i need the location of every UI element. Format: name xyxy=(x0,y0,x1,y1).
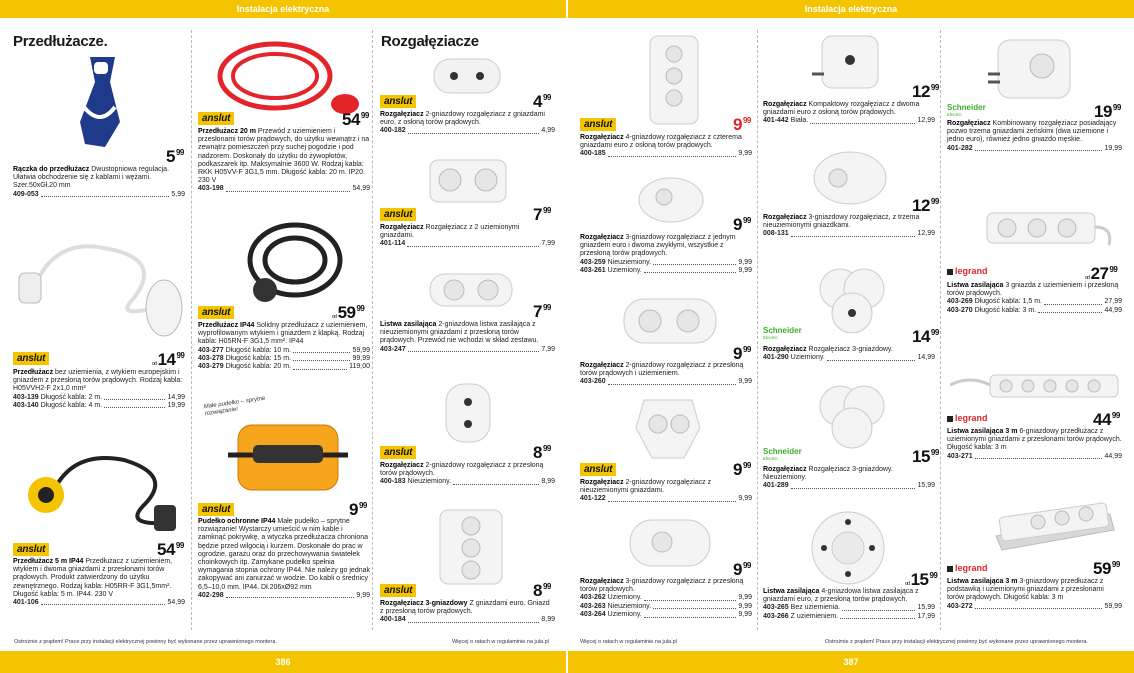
splitter-3-angled-image xyxy=(628,518,712,568)
power-strip-3-image xyxy=(985,205,1121,255)
power-strip-2-image xyxy=(428,270,514,310)
column-divider xyxy=(372,30,373,630)
product-power-strip-403-272: Listwa zasilająca 3 m 3-gniazdowy przedłużacz z podstawką i uziemionymi gniazdami z przesłonami torów prądowych. Długość kabla: 3 m 403-272 59,99 xyxy=(947,578,1122,610)
price-401-442: $12^{99}$ xyxy=(912,82,939,101)
brand-anslut-logo: anslut xyxy=(198,503,234,516)
brand-schneider-logo: Schneider Electric xyxy=(763,326,802,340)
brand-anslut-logo: anslut xyxy=(580,463,616,476)
page-number-left: 386 xyxy=(0,651,566,673)
price-403-269: $od27^{99}$ xyxy=(1085,264,1118,283)
brand-legrand-logo: legrand xyxy=(947,266,988,276)
brand-schneider-logo: Schneider Electric xyxy=(763,447,802,461)
splitter-3-ungrounded-schneider-image xyxy=(812,382,890,452)
product-splitter-400-183: Rozgałęziacz 2-gniazdowy rozgałęziacz z przesłoną torów prądowych. 400-183 Nieuziemiony. 8,99 xyxy=(380,462,555,486)
product-power-strip-403-265: Listwa zasilająca 4-gniazdowa listwa zasilająca z gniazdami euro, z przesłoną torów prądowych. 403-265 Bez uziemienia. 15,99 403-266 Z uziemieniem. 17,99 xyxy=(763,588,935,620)
product-extension-cord: Przedłużacz bez uziemienia, z wtykiem europejskim i gniazdem z przesłoną torów prądowych. Rodzaj kabla: H05VVH2-F 2x1,0 mm² 403-139 Długość kabla: 2 m. 14,99 403-140 Długość kabla: 4 m. 19,99 xyxy=(13,369,185,410)
footnote-rates-right[interactable]: Więcej o ratach w regulaminie na jula.pl xyxy=(580,639,677,645)
price-400-183: $8^{99}$ xyxy=(533,443,551,462)
splitter-combined-image xyxy=(986,38,1074,102)
brand-anslut-logo: anslut xyxy=(380,446,416,459)
footnote-safety-right: Ostrożnie z prądem! Prace przy instalacji elektrycznej powinny być wykonane przez uprawnionego montera. xyxy=(825,639,1088,645)
product-splitter-401-442: Rozgałęziacz Kompaktowy rozgałęziacz z dwoma gniazdami euro z osłoną torów prądowych. 401-442 Biała. 12,99 xyxy=(763,101,935,125)
product-splitter-400-185: Rozgałęziacz 4-gniazdowy rozgałęziacz z czterema gniazdami euro z osłoną torów prądowych. 400-185 9,99 xyxy=(580,134,752,158)
splitter-3-grounded-schneider-image xyxy=(812,265,890,337)
protective-box-image xyxy=(228,410,348,502)
product-splitter-401-290: Rozgałęziacz Rozgałęziacz 3-gniazdowy. 401-290 Uziemiony. 14,99 xyxy=(763,346,935,362)
power-strip-round-image xyxy=(808,510,888,586)
brand-anslut-logo: anslut xyxy=(380,208,416,221)
splitter-2-grounded-angled-image xyxy=(622,295,718,347)
splitter-3-ungrounded-image xyxy=(810,148,888,206)
product-extension-cord-ip44: Przedłużacz IP44 Solidny przedłużacz z uziemieniem, wyprofilowanym wtykiem i gniazdem z klapką. Rodzaj kabla: H05RN-F 3G1,5 mm². IP44 403-277 Długość kabla: 10 m. 59,99 403-278 Długość kabla: 15 m. 99,99 403-279 Długość kabla: 20 m. 119,00 xyxy=(198,322,370,371)
splitter-3-mixed-image xyxy=(636,175,706,225)
product-splitter-401-122: Rozgałęziacz 2-gniazdowy rozgałęziacz z nieuziemionymi gniazdami. 401-122 9,99 xyxy=(580,479,752,503)
extension-cord-ip44-image xyxy=(14,445,184,535)
product-protective-box: Pudełko ochronne IP44 Małe pudełko – sprytne rozwiązanie! Wystarczy umieścić w nim kable i zamknąć pokrywkę, a wtyczka przedłużacza chroniona będzie przed wilgocią i kurzem. Doskonałe do prac w ogrodzie, garażu oraz do przechowywania światełek choinkowych itp. Zamykane pudełko spełnia wymagania stopnia ochrony IP44. Nie należy go jednak zakopywać ani zanurzać w wodzie. Do kabli o średnicy 6,5–10,0 mm. IP44. Dł.206xØ92 mm 402-298 9,99 xyxy=(198,518,370,599)
column-divider xyxy=(757,30,758,630)
price-400-184: $8^{99}$ xyxy=(533,581,551,600)
splitter-2-euro-image xyxy=(432,55,502,97)
section-title-splitters: Rozgałęziacze xyxy=(381,33,479,50)
price-401-290: $14^{99}$ xyxy=(912,327,939,346)
section-title-extension-cords: Przedłużacze. xyxy=(13,33,108,50)
product-splitter-403-262: Rozgałęziacz 3-gniazdowy rozgałęziacz z przesłoną torów prądowych. 403-262 Uziemiony. 9,99 403-263 Nieuziemiony. 9,99 403-264 Uziemiony. 9,99 xyxy=(580,578,752,619)
brand-anslut-logo: anslut xyxy=(198,306,234,319)
price-402-298: $9^{99}$ xyxy=(349,500,367,519)
brand-anslut-logo: anslut xyxy=(13,543,49,556)
price-403-265: $od15^{99}$ xyxy=(905,570,938,589)
brand-legrand-logo: legrand xyxy=(947,563,988,573)
brand-anslut-logo: anslut xyxy=(13,352,49,365)
product-splitter-400-184: Rozgałęziacz 3-gniazdowy Z gniazdami euro. Gniazd z przesłoną torów prądowych. 400-184 8,99 xyxy=(380,600,555,624)
header-right: Instalacja elektryczna xyxy=(568,0,1134,18)
product-extension-cord-20m: Przedłużacz 20 m Przewód z uziemieniem i przesłonami torów prądowych, do użytku wewnątrz i na zewnątrz pomieszczeń przy suchej pogodzie i pod nadzorem. Doskonały do użytku do żywopłotów, podkaszarek itp. Maksymalnie 3600 W. Rodzaj kabla: RKK H05VV-F 3G1,5 mm. Długość kabla: 20 m. IP20. 230 V 403-198 54,99 xyxy=(198,128,370,193)
price-403-259: $9^{99}$ xyxy=(733,215,751,234)
price-403-139: $od14^{99}$ xyxy=(152,350,185,369)
price-403-271: $44^{99}$ xyxy=(1093,410,1120,429)
product-power-strip-403-247: Listwa zasilająca 2-gniazdowa listwa zasilająca z nieuziemionymi gniazdami z przesłoną torów prądowych. Przewód nie wchodzi w skład zestawu. 403-247 7,99 xyxy=(380,321,555,353)
brand-legrand-logo: legrand xyxy=(947,413,988,423)
price-401-114: $7^{99}$ xyxy=(533,205,551,224)
column-divider xyxy=(940,30,941,630)
power-strip-6-image xyxy=(950,365,1122,405)
price-401-122: $9^{99}$ xyxy=(733,460,751,479)
splitter-2-vertical-image xyxy=(440,382,496,444)
product-cable-handle: Rączka do przedłużacz Dwustopniowa regulacja. Ułatwia obchodzenie się z kablami i wężami. Szer.50xGł.20 mm 409-053 5,99 xyxy=(13,166,185,198)
price-008-131: $12^{99}$ xyxy=(912,196,939,215)
brand-schneider-logo: Schneider Electric xyxy=(947,103,986,117)
page-number-right: 387 xyxy=(568,651,1134,673)
price-403-198: $54^{99}$ xyxy=(342,110,369,129)
price-401-282: $19^{99}$ xyxy=(1094,102,1121,121)
price-400-182: $4^{99}$ xyxy=(533,92,551,111)
splitter-2-ungrounded-image xyxy=(634,398,702,460)
footnote-safety-left: Ostrożnie z prądem! Prace przy instalacji elektrycznej powinny być wykonane przez uprawnionego montera. xyxy=(14,639,277,645)
price-401-289: $15^{99}$ xyxy=(912,447,939,466)
product-splitter-401-114: Rozgałęziacz Rozgałęziacz z 2 uziemionymi gniazdami. 401-114 7,99 xyxy=(380,224,555,248)
product-splitter-401-282: Rozgałęziacz Kombinowany rozgałęziacz posiadający pozwo trzema gniazdami żeńskimi (dwa uziemione i jedno euro), również jedno gniazdo męskie. 401-282 19,99 xyxy=(947,120,1122,152)
footnote-rates-left[interactable]: Więcej o ratach w regulaminie na jula.pl xyxy=(452,639,549,645)
price-400-185: $9^{99}$ xyxy=(733,115,751,134)
brand-anslut-logo: anslut xyxy=(380,584,416,597)
product-splitter-403-260: Rozgałęziacz 2-gniazdowy rozgałęziacz z przesłoną torów prądowych i uziemieniem. 403-260 9,99 xyxy=(580,362,752,386)
extension-cord-white-image xyxy=(14,228,184,340)
splitter-3-euro-image xyxy=(436,508,506,586)
splitter-2-grounded-image xyxy=(428,158,508,208)
price-401-106: $54^{99}$ xyxy=(157,540,184,559)
cable-handle-image xyxy=(60,52,140,152)
price-403-260: $9^{99}$ xyxy=(733,344,751,363)
product-splitter-400-182: Rozgałęziacz 2-gniazdowy rozgałęziacz z gniazdami euro, z osłoną torów prądowych. 400-182 4,99 xyxy=(380,111,555,135)
product-extension-cord-5m: Przedłużacz 5 m IP44 Przedłużacz z uziemieniem, wtykiem i dwoma gniazdami z przesłonami torów prądowych. Produkt zatwierdzony do użytku zewnętrznego. Rodzaj kabla: H05RR-F 3G1,5mm². Długość kabla: 5 m. IP44. 230 V 401-106 54,99 xyxy=(13,558,185,607)
product-power-strip-403-271: Listwa zasilająca 3 m 6-gniazdowy przedłużacz z uziemionymi gniazdami z przesłonami torów prądowych. Długość kabla: 3 m 403-271 44,99 xyxy=(947,428,1122,460)
power-strip-base-image xyxy=(990,496,1118,554)
price-403-272: $59^{99}$ xyxy=(1093,559,1120,578)
extension-cord-black-image xyxy=(240,215,360,305)
brand-anslut-logo: anslut xyxy=(580,118,616,131)
handwritten-note: Małe pudełko – sprytne rozwiązanie! xyxy=(203,395,266,418)
price-403-262: $9^{99}$ xyxy=(733,560,751,579)
product-splitter-403-259: Rozgałęziacz 3-gniazdowy rozgałęziacz z jednym gniazdem euro i dwoma zwykłymi, wszystkie z przesłoną torów prądowych. 403-259 Nieuziemiony. 9,99 403-261 Uziemiony. 9,99 xyxy=(580,234,752,275)
price-403-277: $od59^{99}$ xyxy=(332,303,365,322)
product-splitter-401-289: Rozgałęziacz Rozgałęziacz 3-gniazdowy. Nieuziemiony. 401-289 15,99 xyxy=(763,466,935,490)
column-divider xyxy=(191,30,192,630)
splitter-compact-image xyxy=(812,34,884,90)
price-409-053: $5^{99}$ xyxy=(166,147,184,166)
price-403-247: $7^{99}$ xyxy=(533,302,551,321)
product-splitter-008-131: Rozgałęziacz 3-gniazdowy rozgałęziacz, z trzema nieuziemionymi gniazdkami. 008-131 12,99 xyxy=(763,214,935,238)
product-power-strip-403-269: Listwa zasilająca 3 gniazda z uziemieniem i przesłoną torów prądowych. 403-269 Długość kabla: 1,5 m. 27,99 403-270 Długość kabla: 3 m. 44,99 xyxy=(947,282,1122,314)
brand-anslut-logo: anslut xyxy=(380,95,416,108)
header-left: Instalacja elektryczna xyxy=(0,0,566,18)
brand-anslut-logo: anslut xyxy=(198,112,234,125)
splitter-4-euro-image xyxy=(640,34,704,126)
